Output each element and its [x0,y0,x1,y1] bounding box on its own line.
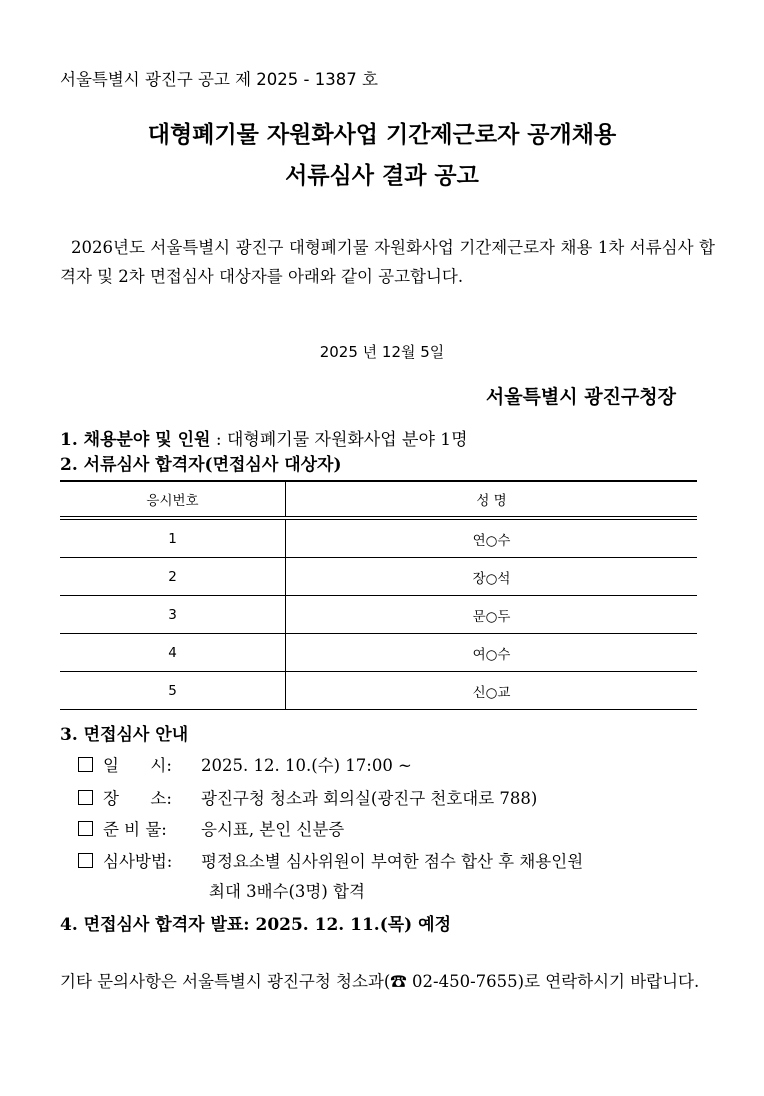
notice-number: 서울특별시 광진구 공고 제 2025 - 1387 호 [60,70,378,89]
interview-item-materials [78,816,344,840]
passers-table [60,480,697,710]
exam-number-cell: 4 [60,634,286,672]
intro-paragraph [60,233,715,291]
interview-item-place [78,785,537,809]
section-4-heading: 4. 면접심사 합격자 발표: 2025. 12. 11.(목) 예정 [60,915,451,935]
name-cell: 문○두 [286,596,698,634]
checkbox-square-icon [78,757,93,772]
item-label: 일 시: [103,756,172,775]
section-3-heading: 3. 면접심사 안내 [60,725,189,745]
name-cell: 연○수 [286,518,698,558]
section-1 [60,425,468,450]
closing-paragraph: 기타 문의사항은 서울특별시 광진구청 청소과(☎ 02-450-7655)로 연락하시기 바랍니다. [60,972,700,991]
title-line-1: 대형폐기물 자원화사업 기간제근로자 공개채용 [147,122,617,148]
table-header-row [60,481,697,518]
exam-number-cell: 2 [60,558,286,596]
item-label: 장 소: [103,789,172,808]
section-1-text: : 대형폐기물 자원화사업 분야 1명 [210,430,468,450]
signer: 서울특별시 광진구청장 [485,386,676,408]
interview-item-method-continuation: 최대 3배수(3명) 합격 [209,882,365,901]
checkbox-square-icon [78,853,93,868]
interview-item-datetime [78,752,412,776]
item-value: 응시표, 본인 신분증 [201,820,345,839]
item-label: 준 비 물: [103,820,167,839]
table-row [60,672,697,710]
item-value: 평정요소별 심사위원이 부여한 점수 합산 후 채용인원 [201,852,584,871]
name-cell: 장○석 [286,558,698,596]
item-value: 광진구청 청소과 회의실(광진구 천호대로 788) [201,789,538,808]
item-label: 심사방법: [103,852,173,871]
notice-date: 2025 년 12월 5일 [319,343,445,361]
checkbox-square-icon [78,790,93,805]
section-1-heading: 1. 채용분야 및 인원 [60,430,211,450]
checkbox-square-icon [78,821,93,836]
section-2-heading: 2. 서류심사 합격자(면접심사 대상자) [60,455,342,475]
interview-item-method [78,848,583,872]
title-line-2: 서류심사 결과 공고 [285,163,479,189]
intro-text: 2026년도 서울특별시 광진구 대형폐기물 자원화사업 기간제근로자 채용 1차 서류심사 합격자 및 2차 면접심사 대상자를 아래와 같이 공고합니다. [60,238,715,286]
table-row [60,518,697,558]
exam-number-cell: 5 [60,672,286,710]
header-exam-number: 응시번호 [60,481,286,518]
table-row [60,634,697,672]
exam-number-cell: 1 [60,518,286,558]
name-cell: 신○교 [286,672,698,710]
table-row [60,596,697,634]
header-name: 성 명 [286,481,698,518]
table-row [60,558,697,596]
item-value: 2025. 12. 10.(수) 17:00 ~ [201,756,412,775]
exam-number-cell: 3 [60,596,286,634]
name-cell: 여○수 [286,634,698,672]
